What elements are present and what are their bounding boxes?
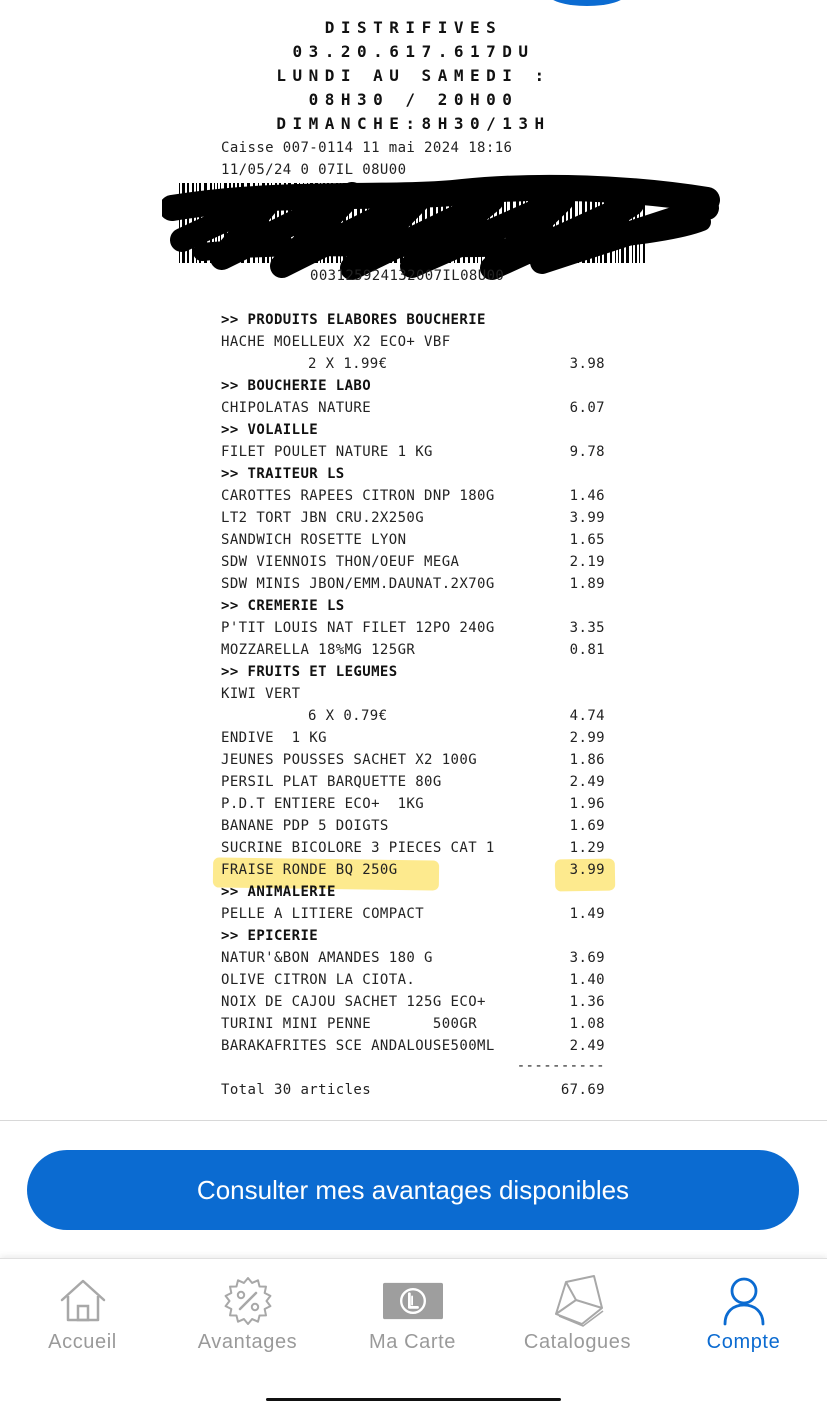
item-price: 1.49 — [569, 906, 605, 922]
item-name: BANANE PDP 5 DOIGTS — [221, 818, 389, 834]
receipt-line — [221, 705, 621, 727]
item-price: 2.49 — [569, 1038, 605, 1054]
receipt-line — [221, 1035, 621, 1057]
category-label: >> FRUITS ET LEGUMES — [221, 664, 398, 680]
user-icon — [714, 1275, 774, 1327]
receipt-line — [221, 727, 621, 749]
section-divider — [0, 1120, 827, 1121]
store-phone: 03.20.617.617DU — [292, 42, 535, 61]
item-name: TURINI MINI PENNE 500GR — [221, 1016, 478, 1032]
item-price: 2.19 — [569, 554, 605, 570]
total-amount: 67.69 — [560, 1082, 605, 1098]
item-price: 6.07 — [569, 400, 605, 416]
register-info: Caisse 007-0114 11 mai 2024 18:16 — [221, 140, 513, 156]
item-price: 3.98 — [569, 356, 605, 372]
item-price: 1.29 — [569, 840, 605, 856]
receipt-line — [221, 485, 621, 507]
item-name: JEUNES POUSSES SACHET X2 100G — [221, 752, 478, 768]
category-row — [221, 925, 621, 947]
total-label: Total 30 articles — [221, 1082, 372, 1098]
category-label: >> EPICERIE — [221, 928, 319, 944]
item-price: 1.65 — [569, 532, 605, 548]
separator-dashes: ---------- — [516, 1058, 605, 1074]
item-name: SANDWICH ROSETTE LYON — [221, 532, 407, 548]
item-name: ENDIVE 1 KG — [221, 730, 327, 746]
receipt-line — [221, 837, 621, 859]
category-row — [221, 463, 621, 485]
category-label: >> VOLAILLE — [221, 422, 319, 438]
item-price: 3.99 — [569, 862, 605, 878]
tab-label: Avantages — [197, 1331, 298, 1353]
item-price: 2.49 — [569, 774, 605, 790]
item-price: 3.99 — [569, 510, 605, 526]
sunday-hours: DIMANCHE:8H30/13H — [276, 114, 551, 133]
receipt-line — [221, 793, 621, 815]
item-name: CAROTTES RAPEES CITRON DNP 180G — [221, 488, 495, 504]
item-price: 4.74 — [569, 708, 605, 724]
item-name: P'TIT LOUIS NAT FILET 12PO 240G — [221, 620, 495, 636]
home-icon — [53, 1275, 113, 1327]
receipt-line — [221, 991, 621, 1013]
receipt-line — [221, 859, 621, 881]
item-price: 1.89 — [569, 576, 605, 592]
total-row — [221, 1079, 621, 1101]
item-price: 1.69 — [569, 818, 605, 834]
item-name: OLIVE CITRON LA CIOTA. — [221, 972, 416, 988]
item-name: PELLE A LITIERE COMPACT — [221, 906, 425, 922]
category-label: >> ANIMALERIE — [221, 884, 336, 900]
receipt-line — [221, 815, 621, 837]
category-label: >> BOUCHERIE LABO — [221, 378, 372, 394]
category-label: >> TRAITEUR LS — [221, 466, 345, 482]
tab-compte[interactable] — [661, 1259, 826, 1401]
receipt-line — [221, 903, 621, 925]
receipt-line — [221, 551, 621, 573]
item-price: 1.08 — [569, 1016, 605, 1032]
item-name: P.D.T ENTIERE ECO+ 1KG — [221, 796, 425, 812]
receipt-line — [221, 397, 621, 419]
receipt-line — [221, 683, 621, 705]
category-row — [221, 375, 621, 397]
quantity-detail: 2 X 1.99€ — [308, 356, 388, 372]
item-name: KIWI VERT — [221, 686, 301, 702]
item-name: SDW MINIS JBON/EMM.DAUNAT.2X70G — [221, 576, 495, 592]
receipt-items — [221, 309, 621, 1101]
receipt-line — [221, 639, 621, 661]
category-row — [221, 419, 621, 441]
item-price: 1.86 — [569, 752, 605, 768]
item-name: LT2 TORT JBN CRU.2X250G — [221, 510, 425, 526]
category-row — [221, 309, 621, 331]
item-price: 3.35 — [569, 620, 605, 636]
separator-row — [221, 1057, 621, 1079]
tab-avantages[interactable] — [165, 1259, 330, 1401]
category-label: >> PRODUITS ELABORES BOUCHERIE — [221, 312, 486, 328]
receipt-line — [221, 969, 621, 991]
receipt-line — [221, 617, 621, 639]
discount-badge-icon — [218, 1275, 278, 1327]
tab-ma-carte[interactable] — [330, 1259, 495, 1401]
receipt-line — [221, 947, 621, 969]
loyalty-card-icon — [383, 1275, 443, 1327]
view-benefits-button[interactable]: Consulter mes avantages disponibles — [27, 1150, 799, 1230]
receipt-line — [221, 573, 621, 595]
item-name: HACHE MOELLEUX X2 ECO+ VBF — [221, 334, 451, 350]
category-row — [221, 881, 621, 903]
item-price: 0.81 — [569, 642, 605, 658]
store-name: DISTRIFIVES — [324, 18, 503, 37]
item-name: NOIX DE CAJOU SACHET 125G ECO+ — [221, 994, 486, 1010]
item-price: 1.40 — [569, 972, 605, 988]
receipt-line — [221, 771, 621, 793]
receipt-line — [221, 529, 621, 551]
quantity-detail: 6 X 0.79€ — [308, 708, 388, 724]
item-name: BARAKAFRITES SCE ANDALOUSE500ML — [221, 1038, 495, 1054]
opening-hours: 08H30 / 20H00 — [308, 90, 519, 109]
tab-label: Accueil — [48, 1331, 117, 1353]
category-label: >> CREMERIE LS — [221, 598, 345, 614]
item-name: PERSIL PLAT BARQUETTE 80G — [221, 774, 442, 790]
tab-label: Ma Carte — [368, 1331, 457, 1353]
item-price: 3.69 — [569, 950, 605, 966]
receipt-line — [221, 441, 621, 463]
top-blue-shape — [548, 0, 626, 6]
transaction-info: 11/05/24 0 07IL 08U00 — [221, 162, 407, 178]
item-price: 1.96 — [569, 796, 605, 812]
redaction-scribble — [162, 170, 722, 280]
item-name: FILET POULET NATURE 1 KG — [221, 444, 433, 460]
tab-accueil[interactable] — [0, 1259, 165, 1401]
receipt-line — [221, 331, 621, 353]
item-price: 1.46 — [569, 488, 605, 504]
receipt-line — [221, 507, 621, 529]
receipt-line — [221, 353, 621, 375]
tab-catalogues[interactable] — [495, 1259, 660, 1401]
item-price: 2.99 — [569, 730, 605, 746]
item-name: CHIPOLATAS NATURE — [221, 400, 372, 416]
receipt-line — [221, 1013, 621, 1035]
tab-label: Catalogues — [523, 1331, 632, 1353]
category-row — [221, 595, 621, 617]
bottom-tab-bar — [0, 1258, 827, 1401]
item-name: MOZZARELLA 18%MG 125GR — [221, 642, 416, 658]
item-name: SUCRINE BICOLORE 3 PIECES CAT 1 — [221, 840, 495, 856]
receipt-line — [221, 749, 621, 771]
opening-days: LUNDI AU SAMEDI : — [276, 66, 551, 85]
item-name: SDW VIENNOIS THON/OEUF MEGA — [221, 554, 460, 570]
item-name: FRAISE RONDE BQ 250G — [221, 862, 398, 878]
item-name: NATUR'&BON AMANDES 180 G — [221, 950, 433, 966]
tab-label: Compte — [706, 1331, 781, 1353]
item-price: 1.36 — [569, 994, 605, 1010]
barcode-number: 003125924132007IL08U00 — [310, 268, 505, 284]
catalog-icon — [548, 1275, 608, 1327]
category-row — [221, 661, 621, 683]
item-price: 9.78 — [569, 444, 605, 460]
